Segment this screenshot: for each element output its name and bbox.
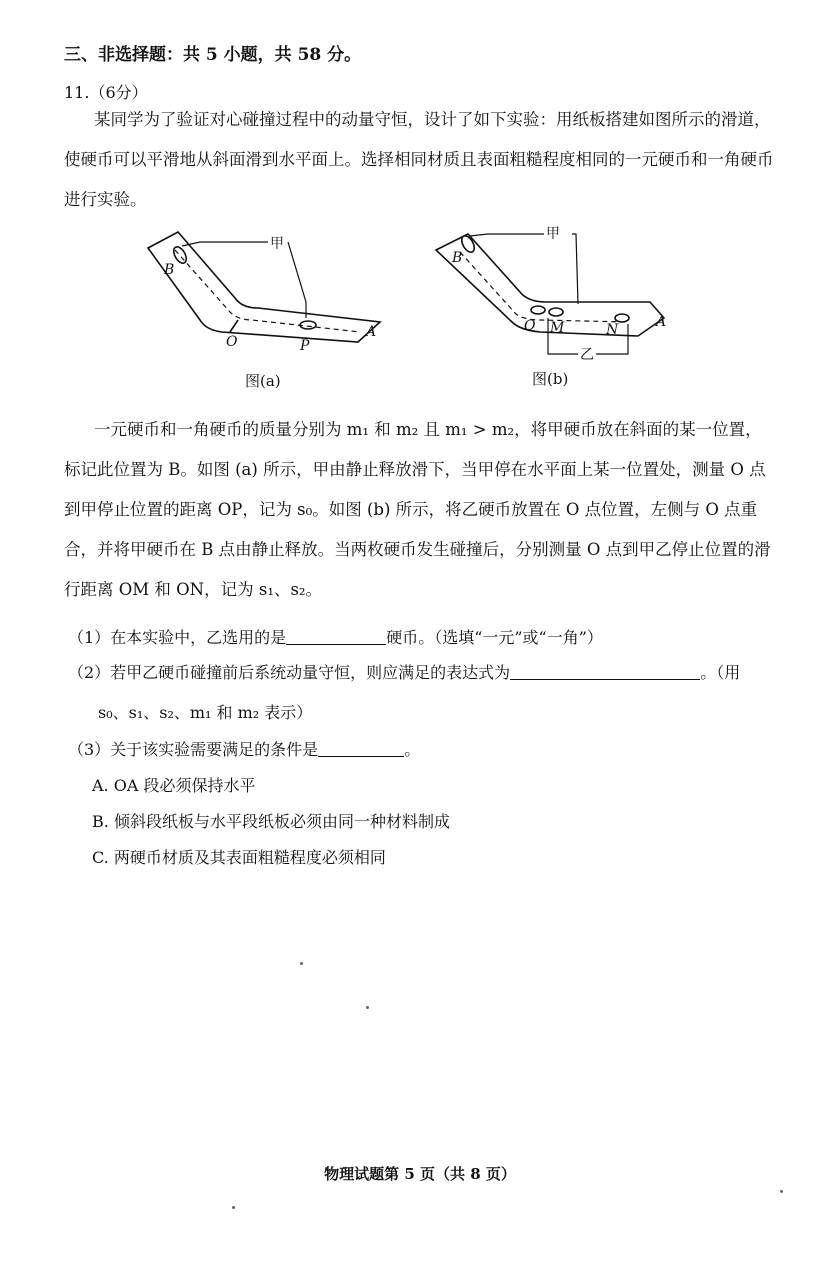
figures [130, 220, 690, 405]
fig-b-label-M: M [550, 320, 565, 336]
option-b[interactable] [92, 809, 450, 832]
figure-b-caption: 图(b) [532, 370, 569, 388]
scan-speck [780, 1190, 783, 1193]
scan-speck [300, 962, 303, 965]
sub-q2-after: 。（用 [700, 663, 741, 682]
sub-question-1 [68, 625, 603, 648]
option-b-text: 倾斜段纸板与水平段纸板必须由同一种材料制成 [113, 812, 450, 831]
section-title: 三、非选择题：共 5 小题，共 58 分。 [64, 45, 362, 65]
sub-question-3 [68, 737, 420, 760]
figure-a-diagram [148, 232, 380, 342]
body-text: 一元硬币和一角硬币的质量分别为 m₁ 和 m₂ 且 m₁ > m₂，将甲硬币放在斜面的某一位置，标记此位置为 B。如图 (a) 所示，甲由静止释放滑下，当甲停在水平面上某一位置处，测量 O 点到甲停止位置的距离 OP，记为 s₀。如图 (b) 所示，将乙硬币放置在 O 点位置，左侧与 O 点重合，并将甲硬币在 B 点由静止释放。当两枚硬币发生碰撞后，分别测量 O 点到甲乙停止位置的滑行距离 OM 和 ON，记为 s₁、s₂。 [64, 420, 771, 599]
body-paragraph [64, 410, 776, 610]
sub-q3-before: （3）关于该实验需要满足的条件是 [68, 740, 319, 759]
scan-speck [232, 1206, 235, 1209]
option-b-letter: B. [92, 812, 109, 831]
sub-q2-before: （2）若甲乙硬币碰撞前后系统动量守恒，则应满足的表达式为 [68, 663, 511, 682]
option-c[interactable] [92, 845, 386, 868]
slide-diagrams [130, 220, 690, 405]
fig-b-label-A: A [656, 314, 667, 330]
option-c-text: 两硬币材质及其表面粗糙程度必须相同 [113, 848, 386, 867]
scan-speck [366, 1006, 369, 1009]
fig-a-label-B: B [164, 262, 175, 278]
question-number: 11.（6分） [64, 83, 148, 102]
option-a-text: OA 段必须保持水平 [113, 776, 256, 795]
figure-a-caption: 图(a) [245, 372, 281, 390]
option-a-letter: A. [92, 776, 109, 795]
fig-a-label-O: O [226, 334, 238, 350]
sub-q1-blank[interactable] [286, 628, 386, 645]
intro-text: 某同学为了验证对心碰撞过程中的动量守恒，设计了如下实验：用纸板搭建如图所示的滑道，使硬币可以平滑地从斜面滑到水平面上。选择相同材质且表面粗糙程度相同的一元硬币和一角硬币进行实验。 [64, 110, 774, 209]
fig-a-label-A: A [366, 324, 377, 340]
page-footer: 物理试题第 5 页（共 8 页） [324, 1165, 516, 1183]
sub-question-2-line2: s₀、s₁、s₂、m₁ 和 m₂ 表示） [98, 703, 313, 722]
fig-a-label-jia: 甲 [270, 236, 284, 252]
sub-q3-after: 。 [404, 740, 421, 759]
option-a[interactable] [92, 773, 256, 796]
sub-q1-after: 硬币。（选填“一元”或“一角”） [386, 628, 603, 647]
fig-b-label-yi: 乙 [580, 347, 594, 363]
fig-a-label-P: P [300, 338, 310, 354]
fig-b-label-jia: 甲 [546, 226, 560, 242]
fig-b-label-O: O [524, 318, 536, 334]
sub-q1-before: （1）在本实验中，乙选用的是 [68, 628, 287, 647]
sub-q3-blank[interactable] [318, 740, 404, 757]
fig-b-label-N: N [606, 322, 619, 338]
intro-paragraph [64, 100, 776, 220]
sub-question-2 [68, 660, 740, 683]
fig-b-label-B: B [452, 250, 463, 266]
figure-labels [163, 226, 666, 363]
option-c-letter: C. [92, 848, 109, 867]
sub-q2-blank[interactable] [510, 663, 700, 680]
